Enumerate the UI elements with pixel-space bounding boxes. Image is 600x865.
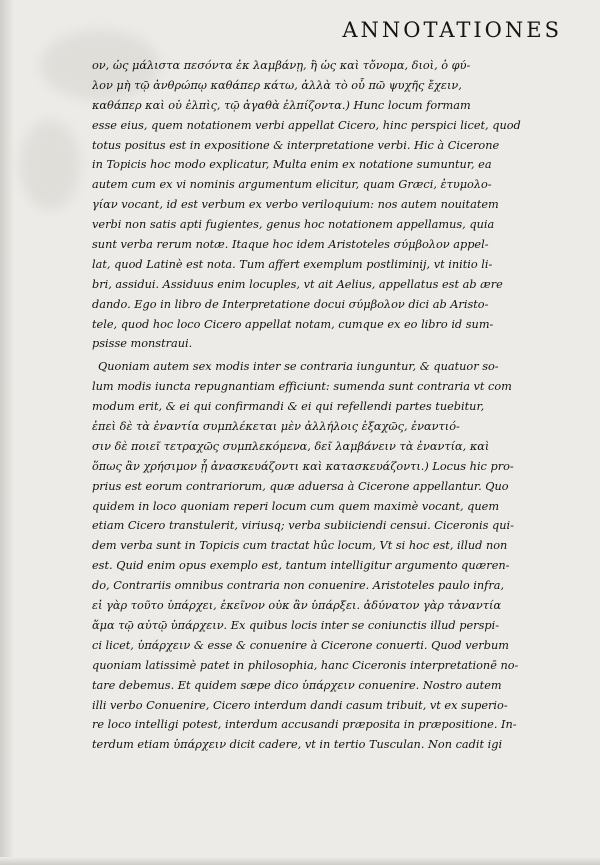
- body-text: [92, 56, 574, 755]
- text-line: γίαν vocant, id est verbum ex verbo veriloquium: nos autem nouitatem: [92, 198, 499, 212]
- text-line: sunt verba rerum notæ. Itaque hoc idem Aristoteles σύμβολον appel-: [92, 238, 489, 252]
- text-line: quidem in loco quoniam reperi locum cum quem maximè vocant, quem: [92, 499, 500, 513]
- text-line: modum erit, & ei qui confirmandi & ei qui refellendi partes tuebitur,: [92, 400, 485, 414]
- text-line: καθάπερ καὶ οὐ ἐλπὶς, τῷ ἀγαθὰ ἐλπίζοντα.) Hunc locum formam: [92, 98, 471, 112]
- text-line: quoniam latissimè patet in philosophia, hanc Ciceronis interpretationē no-: [92, 658, 519, 672]
- text-line: ci licet, ὑπάρχειν & esse & conuenire à Cicerone conuerti. Quod verbum: [92, 638, 509, 652]
- text-line: do, Contrariis omnibus contraria non conuenire. Aristoteles paulo infra,: [92, 579, 505, 593]
- spine-shadow: [0, 0, 14, 865]
- text-line: ον, ὡς μάλιστα πεσόντα ἐκ λαμβάνῃ, ἢ ὡς καὶ τὄνομα, διοὶ, ὁ φύ-: [92, 59, 471, 72]
- paper-stain: [20, 120, 80, 210]
- text-line: lum modis iuncta repugnantiam efficiunt: sumenda sunt contraria vt com: [92, 380, 512, 394]
- greek-text-line: εἰ γὰρ τοῦτο ὑπάρχει, ἐκεῖνον οὐκ ἂν ὑπάρξει. ἀδύνατον γὰρ τἀναντία: [92, 599, 502, 613]
- text-line: est. Quid enim opus exemplo est, tantum intelligitur argumento quæren-: [92, 559, 510, 573]
- greek-text-line: σιν δὲ ποιεῖ τετραχῶς συμπλεκόμενα, δεῖ λαμβάνειν τὰ ἐναντία, καὶ: [92, 439, 490, 453]
- text-line: esse eius, quem notationem verbi appellat Cicero, hinc perspici licet, quod: [92, 118, 521, 132]
- text-line: in Topicis hoc modo explicatur, Multa enim ex notatione sumuntur, ea: [92, 158, 492, 172]
- text-line: etiam Cicero transtulerit, viriusq; verba subiiciendi censui. Ciceronis qui-: [92, 519, 514, 533]
- text-line: terdum etiam ὑπάρχειν dicit cadere, vt in tertio Tusculan. Non cadit igi: [92, 738, 503, 752]
- text-line: tele, quod hoc loco Cicero appellat notam, cumque ex eo libro id sum-: [92, 317, 494, 331]
- text-line: verbi non satis apti fugientes, genus hoc notationem appellamus, quia: [92, 218, 495, 232]
- text-line: autem cum ex vi nominis argumentum elicitur, quam Græci, ἐτυμολο-: [92, 178, 492, 192]
- running-header: ANNOTATIONES: [342, 18, 562, 42]
- text-line: illi verbo Conuenire, Cicero interdum dandi casum tribuit, vt ex superio-: [92, 698, 508, 712]
- page-bottom-edge: [0, 857, 600, 865]
- text-line: tare debemus. Et quidem sæpe dico ὑπάρχειν conuenire. Nostro autem: [92, 678, 502, 692]
- greek-text-line: ἐπεὶ δὲ τὰ ἐναντία συμπλέκεται μὲν ἀλλήλοις ἑξαχῶς, ἐναντιό-: [92, 420, 460, 434]
- text-line: re loco intelligi potest, interdum accusandi præposita in præpositione. In-: [92, 718, 517, 732]
- text-line: lat, quod Latinè est nota. Tum affert exemplum postliminij, vt initio li-: [92, 257, 493, 271]
- greek-text-line: ὅπως ἂν χρήσιμον ᾖ ἀνασκευάζοντι καὶ κατασκευάζοντι.) Locus hic pro-: [92, 459, 514, 473]
- text-line: prius est eorum contrariorum, quæ aduersa à Cicerone appellantur. Quo: [92, 479, 509, 493]
- text-line: totus positus est in expositione & interpretatione verbi. Hic à Cicerone: [92, 138, 500, 152]
- text-line: ἅμα τῷ αὐτῷ ὑπάρχειν. Ex quibus locis inter se coniunctis illud perspi-: [92, 618, 500, 632]
- text-line: dando. Ego in libro de Interpretatione docui σύμβολον dici ab Aristo-: [92, 297, 489, 311]
- text-line: dem verba sunt in Topicis cum tractat hûc locum, Vt si hoc est, illud non: [92, 539, 508, 553]
- paragraph-start-line: Quoniam autem sex modis inter se contraria iunguntur, & quatuor so-: [98, 360, 499, 374]
- text-line: λον μὴ τῷ ἀνθρώπῳ καθάπερ κάτω, ἀλλὰ τὸ οὗ πῶ ψυχῆς ἔχειν,: [92, 78, 462, 92]
- text-line: psisse monstraui.: [92, 337, 193, 351]
- text-line: bri, assidui. Assiduus enim locuples, vt ait Aelius, appellatus est ab ære: [92, 277, 503, 291]
